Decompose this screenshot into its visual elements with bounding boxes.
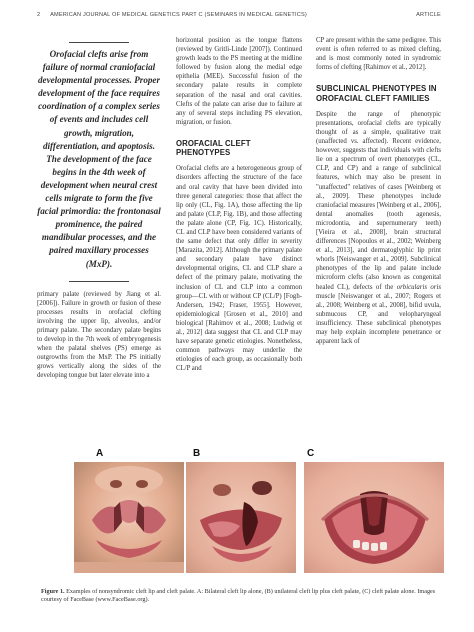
italic-term: orbicularis oris (396, 283, 441, 291)
body-text: muscle [Neiswanger et al., 2007; Rogers et al., 2008; Weinberg et al., 2008], bifid uvula, submucous CP, and velopharyngeal insufficiency. These subclinical phenotypes may help explain incomplete penetrance or apparent lack of (316, 292, 441, 346)
running-header (37, 9, 441, 21)
caption-text: Examples of nonsyndromic cleft lip and cleft palate. A: Bilateral cleft lip alone, (B) unilateral cleft lip plus cleft palate, (C) cleft palate alone. Images courtesy of FaceBase (www.FaceBase.org). (41, 588, 436, 604)
journal-title: AMERICAN JOURNAL OF MEDICAL GENETICS PART C (SEMINARS IN MEDICAL GENETICS) (50, 12, 307, 18)
photo-b-drawing (186, 462, 296, 573)
photo-unilateral-cleft-lip-palate (186, 462, 296, 573)
pullquote: Orofacial clefts arise from failure of normal craniofacial developmental processes. Proper development of the face requires coordination of a complex series of events and includes cell growth, migration, differentiation, and apoptosis. The development of the face begins in the 4th week of development when neural crest cells migrate to form the five facial primordia: the frontonasal prominence, the paired mandibular processes, and the paired maxillary processes (MxP). (37, 49, 161, 269)
photo-cleft-palate (304, 462, 444, 573)
body-text: Despite the range of phenotypic presentations, orofacial clefts are typically thought of as a simple, qualitative trait (unaffected vs. affected). Recent evidence, however, suggests that individuals with clefts lie on a spectrum of overt phenotypes (CL, CLP, and CP) and a range of subclinical features, which may also be present in "unaffected" relatives of cases [Weinberg et al., 2009]. These phenotypes include craniofacial measures [Weinberg et al., 2006], dental anomalies (tooth agenesis, microdontia, and supernumerary teeth) [Vieira et al., 2008], brain structural differences [Nopoulos et al., 2002; Weinberg et al., 2013], and dermatoglyphic lip print whorls [Neiswanger et al., 2009]. Subclinical phenotypes of the lip and palate include microform clefts (also known as congenital healed CL), defects of the (316, 110, 442, 291)
body-paragraph (316, 110, 441, 346)
section-label: ARTICLE (416, 12, 441, 18)
pullquote-rule-top (69, 42, 129, 43)
header-left (37, 12, 307, 18)
body-paragraph: Orofacial clefts are a heterogeneous group of disorders affecting the structure of the face and oral cavity that have been divided into three general categories: those that affect the lip only (CL, Fig. 1A), those affecting the lip and palate (CLP, Fig. 1B), and those affecting the palate alone (CP, Fig. 1C). Historically, CL and CLP have been considered variants of the same defect that only differ in severity [Marazita, 2012]. Although the primary palate and secondary palate have distinct developmental origins, CL and CLP share a defect of the primary palate, motivating the inclusion of CL and CLP into a common group—CL with or without CP (CL/P) [Fogh-Andersen, 1942; Fraser, 1955]. However, epidemiological [Grosen et al., 2010] and biological [Rahimov et al., 2008; Ludwig et al., 2012] data suggest that CL and CLP may have separate genetic etiologies. Nonetheless, common pathways may underlie the etiologies of each group, as occasionally both CL/P and (176, 165, 302, 373)
column-2 (176, 36, 302, 374)
panel-label-b: B (193, 448, 201, 459)
section-heading: OROFACIAL CLEFT PHENOTYPES (176, 138, 251, 158)
page-number: 2 (37, 12, 41, 18)
body-paragraph: CP are present within the same pedigree. This event is often referred to as mixed clefting, and is most commonly noted in syndromic forms of clefting [Rahimov et al., 2012]. (316, 37, 441, 72)
caption-label: Figure 1. (41, 588, 65, 595)
photo-bilateral-cleft-lip (74, 462, 184, 573)
panel-label-a: A (96, 448, 104, 459)
body-paragraph: horizontal position as the tongue flattens (reviewed by Gritli-Linde [2007]). Continued growth leads to the PS meeting at the midline followed by fusion along the medial edge epithelia (MEE). Successful fusion of the secondary palate results in complete separation of the nasal and oral cavities. Clefts of the palate can arise due to failure at any of several steps including PS elevation, migration, or fusion. (176, 37, 302, 126)
figure-caption (41, 588, 441, 604)
panel-label-c: C (307, 448, 315, 459)
column-3 (316, 36, 441, 346)
section-heading: SUBCLINICAL PHENOTYPES IN OROFACIAL CLEFT FAMILIES (316, 84, 437, 103)
column-1 (37, 36, 161, 381)
pullquote-rule-bottom (69, 281, 129, 282)
photo-c-drawing (304, 462, 444, 573)
figure-1 (37, 440, 441, 585)
body-paragraph: primary palate (reviewed by Jiang et al. [2006]). Failure in growth or fusion of these processes results in orofacial clefting involving the upper lip, alveolus, and/or primary palate. The secondary palate begins to develop in the 7th week of embryogenesis when the palatal shelves (PS) emerge as outgrowths from the MxP. The PS initially grows vertically along the sides of the developing tongue but later elevate into a (37, 290, 161, 380)
photo-a-drawing (74, 462, 184, 573)
